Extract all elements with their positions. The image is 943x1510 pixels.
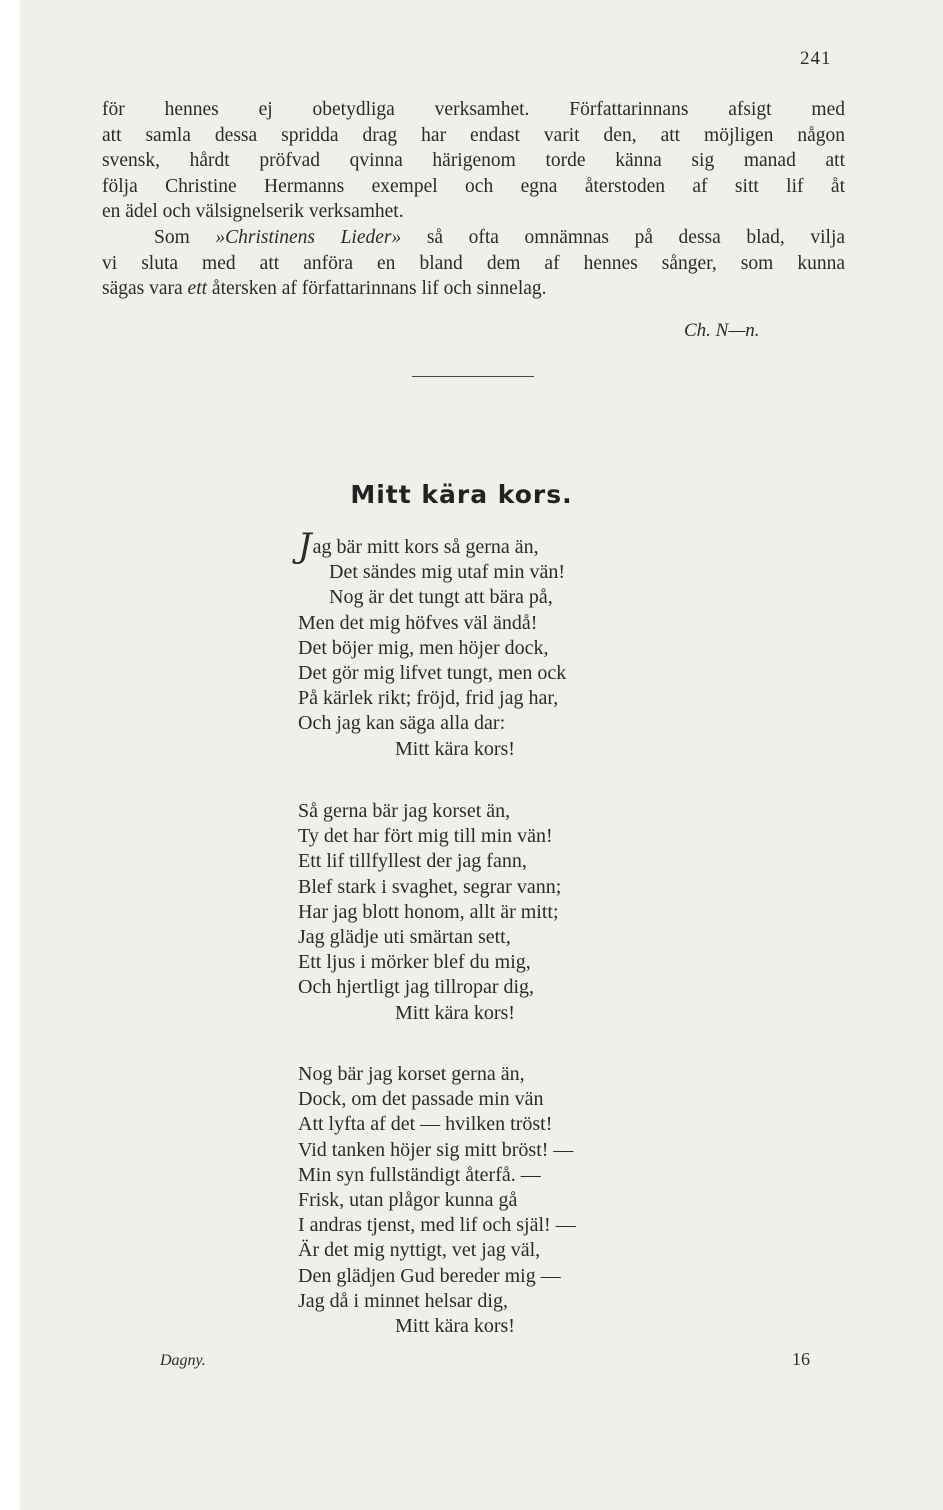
poem-line: Är det mig nyttigt, vet jag väl, (298, 1239, 541, 1262)
drop-cap: J (298, 526, 312, 566)
prose-line: följa Christine Hermanns exempel och egna återstoden af sitt lif åt (102, 175, 845, 197)
poem-line: Och hjertligt jag tillropar dig, (298, 976, 535, 999)
prose-italic-title: »Christinens Lieder» (215, 226, 402, 248)
prose-line (102, 276, 845, 302)
prose-line: att samla dessa spridda drag har endast varit den, att möjligen någon (102, 124, 845, 146)
poem-stanza-2 (298, 799, 718, 1026)
prose-fragment: återsken af författarinnans lif och sinnelag. (207, 278, 547, 300)
poem-line-text: ag bär mitt kors så gerna än, (312, 536, 539, 558)
poem-line: Blef stark i svaghet, segrar vann; (298, 875, 562, 898)
poem-stanza-3 (298, 1062, 718, 1339)
poem-line: Ty det har fört mig till min vän! (298, 825, 553, 848)
poem-stanza-1 (298, 526, 718, 762)
poem-line: Det sändes mig utaf min vän! (329, 561, 566, 584)
poem-line: Och jag kan säga alla dar: (298, 712, 506, 735)
prose-line (102, 225, 845, 251)
poem-line: Dock, om det passade min vän (298, 1088, 544, 1111)
prose-line: en ädel och välsignelserik verksamhet. (102, 201, 404, 223)
prose-line: vi sluta med att anföra en bland dem af hennes sånger, som kunna (102, 252, 845, 274)
prose-fragment: sägas vara (102, 278, 188, 300)
prose-fragment: så ofta omnämnas på dessa blad, vilja (401, 226, 846, 248)
poem-line: Ett ljus i mörker blef du mig, (298, 951, 531, 974)
poem-line: Jag glädje uti smärtan sett, (298, 926, 511, 949)
footer-signature-mark: Dagny. (160, 1352, 206, 1369)
footer-gathering-number: 16 (792, 1349, 810, 1369)
poem-line: Att lyfta af det — hvilken tröst! (298, 1113, 553, 1136)
poem-line: Frisk, utan plågor kunna gå (298, 1189, 518, 1212)
poem-line (298, 526, 718, 566)
poem-line: Den glädjen Gud bereder mig — (298, 1264, 561, 1287)
poem-refrain: Mitt kära kors! (395, 737, 515, 760)
prose-block (102, 97, 845, 302)
poem-line: På kärlek rikt; fröjd, frid jag har, (298, 687, 559, 710)
poem-line: I andras tjenst, med lif och själ! — (298, 1214, 576, 1237)
poem-line: Har jag blott honom, allt är mitt; (298, 900, 559, 923)
poem-line: Så gerna bär jag korset än, (298, 800, 511, 822)
prose-line: svensk, hårdt pröfvad qvinna härigenom torde känna sig manad att (102, 150, 845, 172)
poem-line: Ett lif tillfyllest der jag fann, (298, 850, 527, 873)
poem-refrain: Mitt kära kors! (395, 1001, 515, 1024)
poem-line: Det gör mig lifvet tungt, men ock (298, 662, 567, 685)
poem-line: Det böjer mig, men höjer dock, (298, 636, 549, 659)
page-number: 241 (800, 48, 832, 69)
prose-italic-word: ett (187, 278, 208, 300)
poem-line: Nog är det tungt att bära på, (329, 586, 553, 609)
section-divider (412, 376, 534, 377)
poem-line: Jag då i minnet helsar dig, (298, 1289, 508, 1312)
poem-line: Nog bär jag korset gerna än, (298, 1063, 525, 1085)
prose-fragment: Som (154, 226, 216, 248)
poem-line: Vid tanken höjer sig mitt bröst! — (298, 1138, 574, 1161)
poem-refrain: Mitt kära kors! (395, 1315, 515, 1338)
poem-line: Men det mig höfves väl ändå! (298, 611, 538, 634)
poem-title: Mitt kära kors. (350, 480, 573, 509)
poem-line: Min syn fullständigt återfå. — (298, 1163, 541, 1186)
book-page (20, 0, 943, 1510)
author-signature: Ch. N—n. (684, 320, 760, 341)
prose-line: för hennes ej obetydliga verksamhet. Författarinnans afsigt med (102, 99, 845, 120)
